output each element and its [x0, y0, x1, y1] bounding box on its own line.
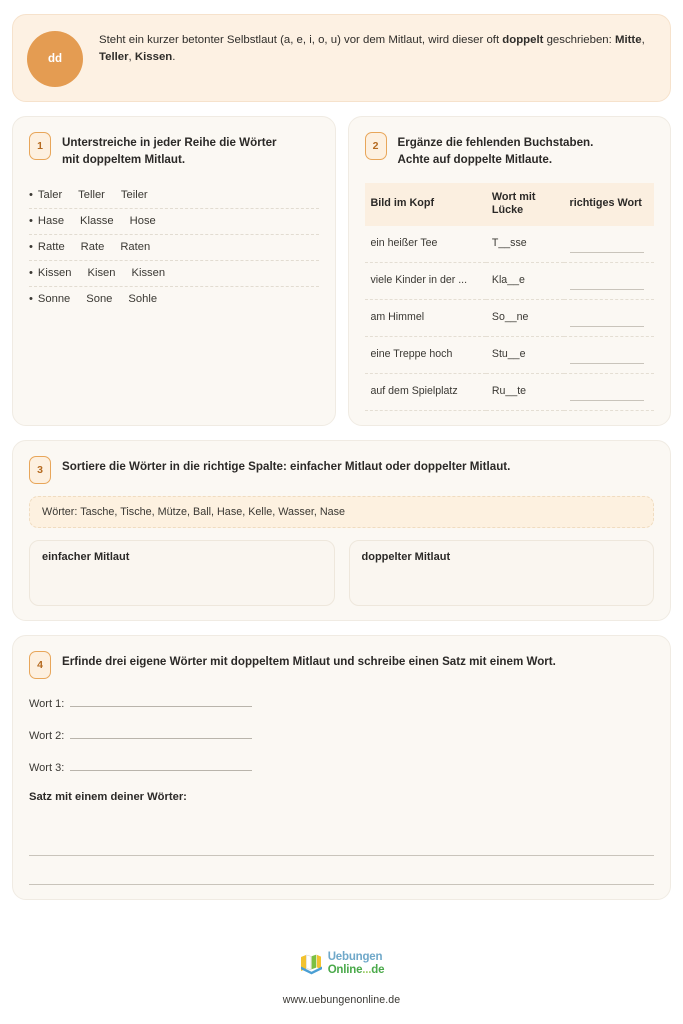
word-option[interactable]: Kisen [87, 266, 116, 279]
exercise-1-card [12, 116, 336, 426]
column-header-bild-im-kopf: Bild im Kopf [365, 183, 486, 226]
word-option[interactable]: Hase [37, 214, 65, 227]
bullet-icon: • [29, 240, 33, 253]
table-row [365, 373, 655, 410]
table-row [365, 226, 655, 263]
word-row[interactable] [29, 261, 319, 287]
rule-example-teller: Teller [99, 50, 129, 63]
cell-hint: am Himmel [365, 299, 486, 336]
word-option[interactable]: Kissen [37, 266, 72, 279]
word-input-row[interactable] [29, 727, 654, 742]
word-option[interactable]: Sonne [37, 292, 71, 305]
answer-write-line[interactable] [570, 388, 645, 401]
exercise-1-number-badge: 1 [29, 132, 51, 160]
exercise-1-title [62, 131, 277, 169]
rule-text-part1: Steht ein kurzer betonter Selbstlaut (a, e, i, o, u) vor dem Mitlaut, wird dieser oft [99, 34, 503, 46]
sort-column-label: einfacher Mitlaut [42, 550, 130, 563]
bullet-icon: • [29, 214, 33, 227]
exercise-4-word-fields [29, 695, 654, 774]
cell-gap-word: Stu__e [486, 336, 564, 373]
word-2-write-line[interactable] [70, 727, 252, 739]
word-option[interactable]: Klasse [80, 214, 114, 227]
word-input-row[interactable] [29, 759, 654, 774]
bullet-icon: • [29, 188, 33, 201]
logo-dots: ... [362, 963, 372, 976]
rule-bold-doppelt: doppelt [502, 34, 544, 46]
rule-sep-1: , [641, 34, 645, 46]
cell-answer[interactable] [564, 226, 655, 263]
word-option[interactable]: Teiler [120, 188, 148, 201]
sort-column-label: doppelter Mitlaut [361, 550, 451, 563]
sentence-write-line[interactable] [29, 825, 654, 856]
exercise-4-card [12, 635, 671, 900]
answer-write-line[interactable] [570, 351, 645, 364]
word-option[interactable]: Ratte [37, 240, 65, 253]
rule-text-part2: geschrieben: [543, 34, 615, 46]
word-option[interactable]: Kissen [131, 266, 166, 279]
sort-column-doppelter-mitlaut[interactable] [349, 540, 655, 606]
word-option[interactable]: Sohle [128, 292, 158, 305]
logo-line-online [328, 965, 385, 977]
word-row[interactable] [29, 209, 319, 235]
sort-column-einfacher-mitlaut[interactable] [29, 540, 335, 606]
word-3-write-line[interactable] [70, 759, 252, 771]
uebungenonline-logo[interactable] [299, 952, 385, 976]
word-row[interactable] [29, 287, 319, 312]
dd-badge: dd [27, 31, 83, 87]
word-option[interactable]: Sone [86, 292, 113, 305]
exercise-3-heading [29, 455, 654, 484]
exercise-3-word-bank: Wörter: Tasche, Tische, Mütze, Ball, Hase, Kelle, Wasser, Nase [29, 496, 654, 528]
gap-table-header [365, 183, 655, 226]
word-option[interactable]: Rate [80, 240, 105, 253]
cell-hint: ein heißer Tee [365, 226, 486, 263]
exercise-2-title-line1: Ergänze die fehlenden Buchstaben. [397, 136, 594, 149]
exercise-4-heading [29, 650, 654, 679]
logo-online-text: Online [327, 963, 363, 976]
cell-gap-word: So__ne [486, 299, 564, 336]
answer-write-line[interactable] [570, 314, 645, 327]
answer-write-line[interactable] [570, 277, 645, 290]
table-row [365, 262, 655, 299]
exercise-1-title-line2-bold: doppeltem Mitlaut [82, 152, 182, 166]
word-option[interactable]: Taler [37, 188, 63, 201]
exercise-2-title [398, 131, 594, 169]
exercise-1-heading [29, 131, 319, 169]
cell-gap-word: Kla__e [486, 262, 564, 299]
column-header-richtiges-wort: richtiges Wort [564, 183, 655, 226]
exercise-4-title: Erfinde drei eigene Wörter mit doppeltem Mitlaut und schreibe einen Satz mit einem Wort. [62, 654, 556, 668]
cell-answer[interactable] [564, 262, 655, 299]
sentence-prompt-label: Satz mit einem deiner Wörter: [29, 790, 187, 803]
word-3-label: Wort 3: [29, 761, 65, 774]
word-2-label: Wort 2: [29, 729, 65, 742]
exercise-3-sort-columns [29, 540, 654, 606]
word-option[interactable]: Hose [129, 214, 156, 227]
word-option[interactable]: Teller [78, 188, 105, 201]
sentence-write-line[interactable] [29, 856, 654, 885]
word-1-write-line[interactable] [70, 695, 252, 707]
exercise-1-title-line2-end: . [181, 152, 186, 166]
exercise-2-number-badge: 2 [365, 132, 387, 160]
cell-hint: eine Treppe hoch [365, 336, 486, 373]
cell-answer[interactable] [564, 299, 655, 336]
cell-answer[interactable] [564, 373, 655, 410]
bullet-icon: • [29, 292, 33, 305]
page-footer [0, 952, 683, 1006]
cell-hint: auf dem Spielplatz [365, 373, 486, 410]
exercise-2-card [348, 116, 672, 426]
cell-answer[interactable] [564, 336, 655, 373]
exercise-1-word-rows [29, 183, 319, 312]
cell-gap-word: Ru__te [486, 373, 564, 410]
rule-sep-2: , [128, 50, 135, 63]
cell-hint: viele Kinder in der ... [365, 262, 486, 299]
bullet-icon: • [29, 266, 33, 279]
table-row [365, 336, 655, 373]
exercise-4-number-badge: 4 [29, 651, 51, 679]
gap-table-body [365, 226, 655, 411]
table-row [365, 299, 655, 336]
logo-wordmark [328, 952, 385, 976]
exercise-3-card [12, 440, 671, 621]
site-url: www.uebungenonline.de [282, 994, 401, 1006]
column-header-wort-mit-luecke: Wort mit Lücke [486, 183, 564, 226]
rule-example-kissen: Kissen [134, 50, 173, 63]
word-input-row[interactable] [29, 695, 654, 710]
exercise-row-top [12, 116, 671, 426]
rule-example-mitte: Mitte [614, 34, 642, 46]
logo-de-text: de [371, 963, 385, 976]
word-option[interactable]: Raten [120, 240, 151, 253]
gap-table-header-row [365, 183, 655, 226]
gap-fill-table [365, 183, 655, 411]
exercise-1-title-line1: Unterstreiche in jeder Reihe die Wörter [62, 136, 277, 149]
word-row[interactable] [29, 183, 319, 209]
exercise-2-title-line2: Achte auf doppelte Mitlaute. [397, 152, 553, 166]
rule-text-end: . [172, 50, 176, 63]
word-1-label: Wort 1: [29, 697, 65, 710]
cell-gap-word: T__sse [486, 226, 564, 263]
exercise-3-title: Sortiere die Wörter in die richtige Spalte: einfacher Mitlaut oder doppelter Mitlaut. [62, 459, 511, 473]
logo-line-uebungen: Uebungen [327, 951, 383, 963]
open-book-icon [299, 953, 325, 975]
exercise-1-title-line2-pre: mit [62, 152, 83, 166]
rule-text [99, 29, 652, 66]
answer-write-line[interactable] [570, 240, 645, 253]
word-row[interactable] [29, 235, 319, 261]
exercise-3-number-badge: 3 [29, 456, 51, 484]
rule-banner [12, 14, 671, 102]
exercise-2-heading [365, 131, 655, 169]
